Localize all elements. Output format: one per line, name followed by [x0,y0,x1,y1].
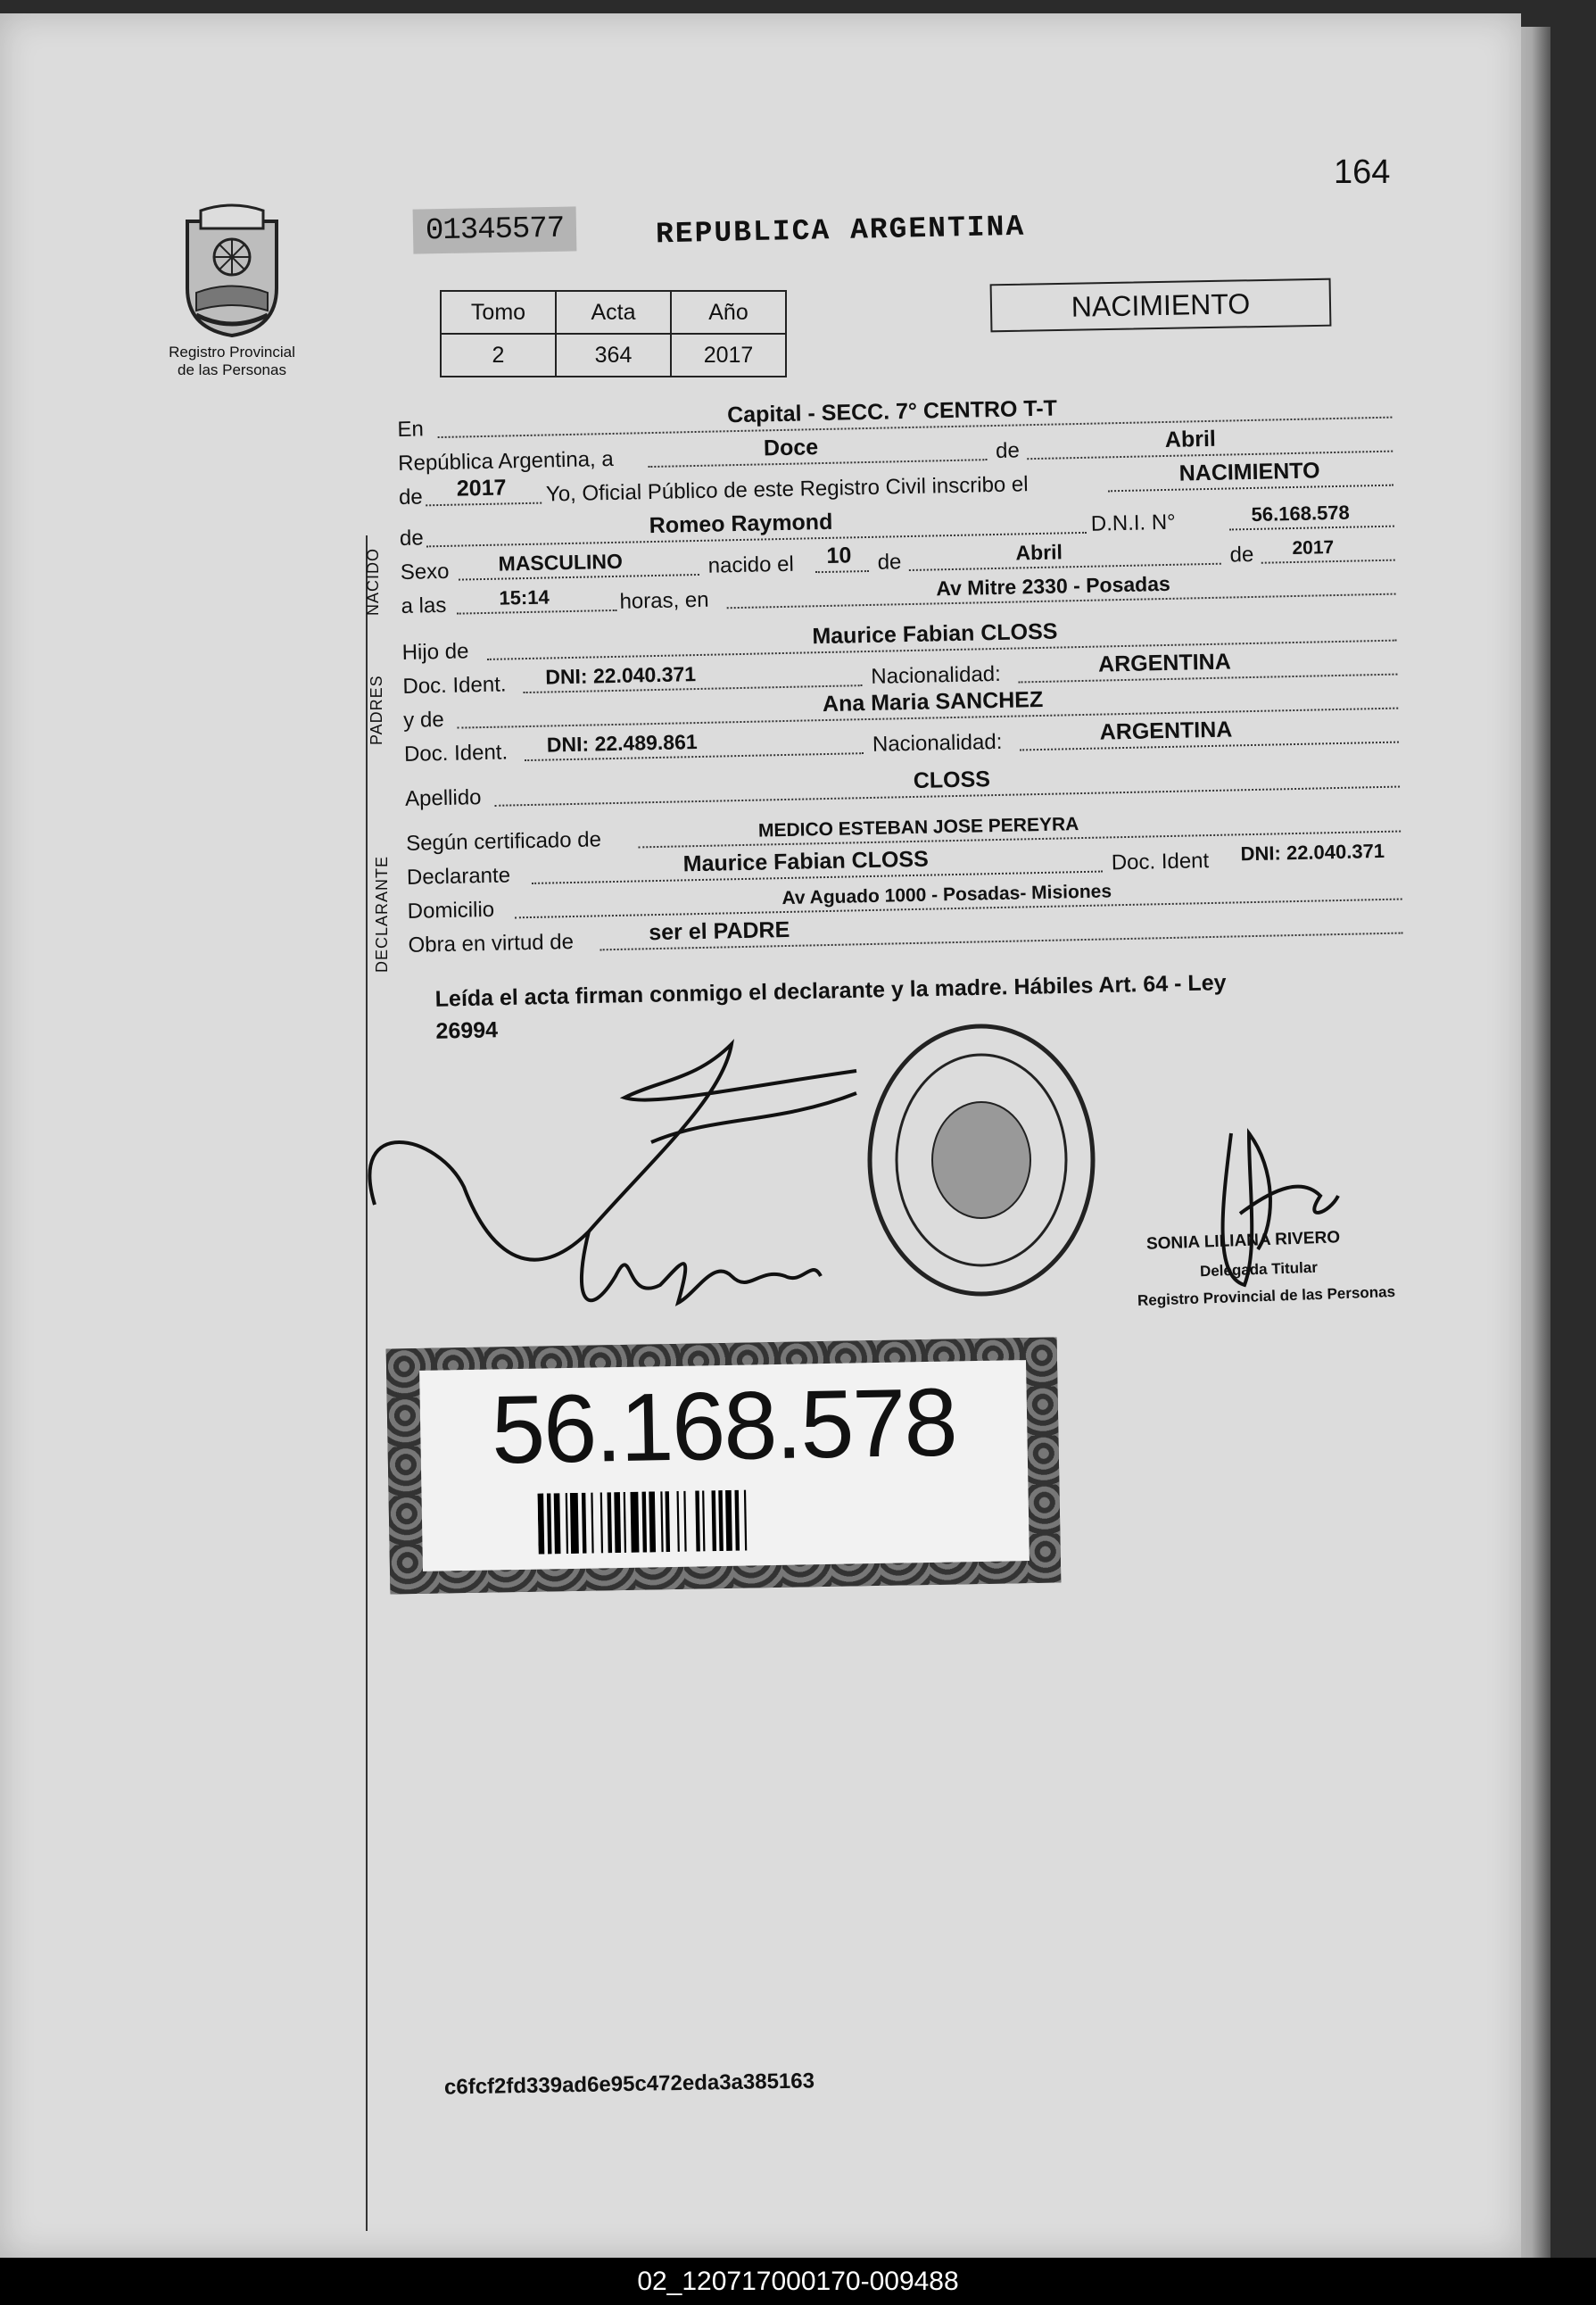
value-month: Abril [1164,426,1217,452]
value-mother-doc: DNI: 22.489.861 [546,730,698,757]
signatures-area [357,1008,1517,1365]
registry-value-row [441,334,786,377]
value-domicilio: Av Aguado 1000 - Posadas- Misiones [781,881,1112,909]
dotted-line [1261,560,1395,564]
label-a-las: a las [401,593,447,618]
label-sexo: Sexo [400,559,450,585]
value-inscribo: NACIMIENTO [1178,458,1320,486]
registry-value-tomo: 2 [441,334,556,377]
margin-rule [366,535,368,2231]
label-doc-father: Doc. Ident. [402,672,507,699]
registry-header-ano: Año [671,291,786,334]
value-certificado: MEDICO ESTEBAN JOSE PEREYRA [757,814,1079,842]
official-stamp-icon [870,1026,1093,1294]
section-label-declarante: DECLARANTE [373,855,391,973]
label-apellido: Apellido [404,785,482,811]
value-father-doc: DNI: 22.040.371 [545,662,697,689]
value-obra: ser el PADRE [649,916,790,946]
value-mother-nat: ARGENTINA [1099,717,1233,745]
value-child-name: Romeo Raymond [649,509,833,539]
label-y-de: y de [402,707,444,733]
label-de-birth: de [877,550,902,575]
label-domicilio: Domicilio [407,897,495,924]
document-title: REPUBLICA ARGENTINA [655,210,1026,252]
label-nac-mother: Nacionalidad: [872,729,1003,757]
label-declarante: Declarante [406,863,511,890]
value-mother-name: Ana Maria SANCHEZ [822,686,1044,717]
label-doc-mother: Doc. Ident. [403,740,509,767]
seal-caption-line2: de las Personas [178,361,286,378]
value-year: 2017 [456,475,507,502]
madre-signature-icon [582,1231,821,1303]
label-de2: de [398,485,424,510]
value-birth-year: 2017 [1292,537,1335,560]
label-obra: Obra en virtud de [408,929,575,958]
label-de: de [995,438,1021,463]
registry-table [440,290,787,377]
closing-line1: Leída el acta firman conmigo el declarante y la madre. Hábiles Art. 64 - Ley [434,970,1227,1012]
registry-header-tomo: Tomo [441,291,556,334]
serial-number-stamp: 01345577 [413,206,577,253]
provincial-seal-icon [174,203,290,337]
value-birth-day: 10 [826,543,852,568]
declarante-signature-icon [369,1044,856,1260]
record-type-box: NACIMIENTO [990,278,1332,333]
sticker-id-number: 56.168.578 [490,1367,957,1484]
label-dni: D.N.I. N° [1090,510,1177,536]
label-republica: República Argentina, a [397,446,614,476]
label-doc-declarante: Doc. Ident [1111,849,1210,875]
file-id-footer: 02_120717000170-009488 [0,2258,1596,2305]
official-role: Delegada Titular [1199,1258,1319,1281]
label-nacido-de: de [399,526,424,551]
official-name: SONIA LILIANA RIVERO [1145,1228,1341,1254]
dotted-line [457,609,617,615]
seal-caption-line1: Registro Provincial [169,344,295,361]
label-de-year: de [1229,542,1254,568]
value-en: Capital - SECC. 7° CENTRO T-T [726,395,1058,428]
certificate-form [397,389,1417,960]
label-hijo: Hijo de [401,639,469,665]
value-father-name: Maurice Fabian CLOSS [812,618,1058,650]
value-birth-month: Abril [1015,540,1063,565]
value-father-nat: ARGENTINA [1097,649,1232,677]
document-hash: c6fcf2fd339ad6e95c472eda3a385163 [443,2069,815,2100]
registry-value-ano: 2017 [671,334,786,377]
section-label-padres: PADRES [368,675,385,745]
closing-line2: 26994 [435,1017,499,1044]
value-day: Doce [763,435,819,461]
line-apellido [405,759,1414,814]
page-number: 164 [1334,153,1391,191]
label-certificado: Según certificado de [405,827,602,856]
section-label-nacido: NACIDO [364,547,382,616]
value-birth-time: 15:14 [499,585,550,609]
value-apellido: CLOSS [913,767,991,793]
label-oficial: Yo, Oficial Público de este Registro Civil inscribo el [545,472,1029,507]
label-en: En [397,417,425,442]
dotted-line [909,563,1221,571]
barcode-icon [538,1487,922,1554]
registry-header-acta: Acta [556,291,671,334]
official-office: Registro Provincial de las Personas [1137,1282,1396,1310]
registry-value-acta: 364 [556,334,671,377]
value-birth-place: Av Mitre 2330 - Posadas [936,571,1171,601]
label-nac-father: Nacionalidad: [871,661,1002,689]
value-sexo: MASCULINO [498,549,624,576]
value-declarante: Maurice Fabian CLOSS [682,846,930,877]
registry-header-row [441,291,786,334]
value-doc-declarante: DNI: 22.040.371 [1240,839,1385,866]
sticker-label [419,1360,1030,1571]
dotted-line [459,574,699,581]
dotted-line [426,502,542,507]
label-nacido-el: nacido el [707,551,795,578]
seal-caption [152,344,312,379]
label-horas: horas, en [619,587,709,614]
dotted-line [815,570,869,573]
id-number-sticker [386,1337,1062,1594]
value-child-dni: 56.168.578 [1251,501,1350,526]
